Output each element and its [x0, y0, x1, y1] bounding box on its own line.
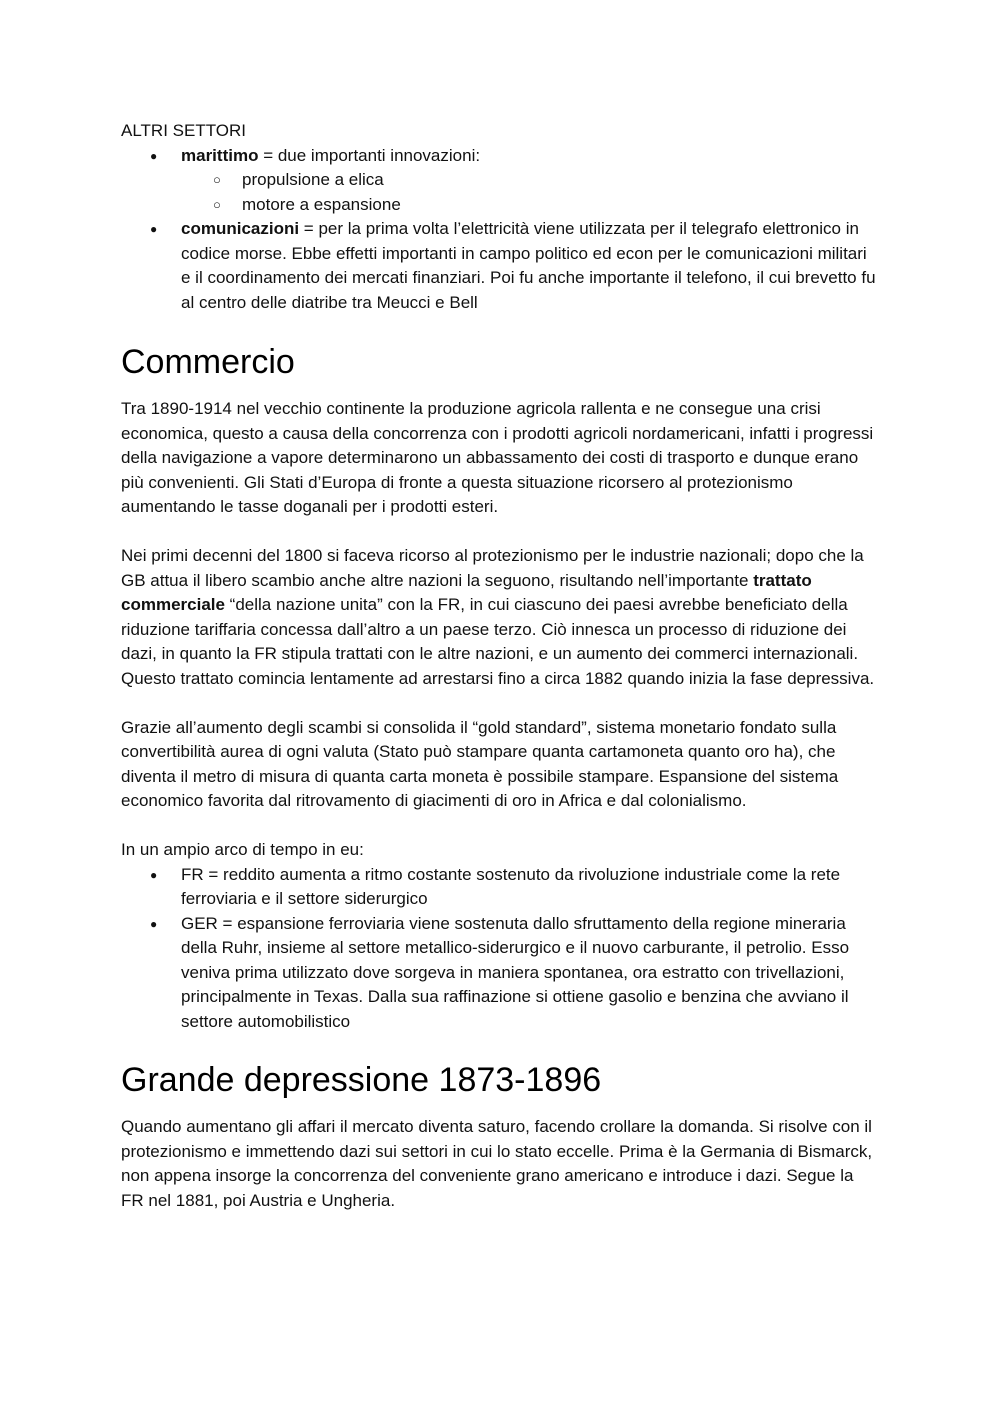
grande-depressione-paragraph-1: Quando aumentano gli affari il mercato diventa saturo, facendo crollare la domanda. Si risolve con il protezionismo e immettendo dazi sui settori in cui lo stato eccelle. Prima è la Germania di Bismarck, non appena insorge la concorrenza del conveniente grano americano e introduce i dazi. Segue la FR nel 1881, poi Austria e Ungheria.: [121, 1117, 873, 1210]
list-item-marittimo: [181, 144, 879, 218]
list-item-comunicazioni: [181, 217, 879, 315]
term-marittimo: marittimo: [181, 145, 259, 165]
p2-before: Nei primi decenni del 1800 si faceva ricorso al protezionismo per le industrie nazionali; dopo che la GB attua il libero scambio anche altre nazioni la seguono, risultando nell’importante: [121, 546, 864, 590]
document-page: [121, 119, 879, 1213]
marittimo-sublist: [181, 168, 879, 217]
commercio-paragraph-1: Tra 1890-1914 nel vecchio continente la produzione agricola rallenta e ne consegue una crisi economica, questo a causa della concorrenza con i prodotti agricoli nordamericani, infatti i progressi della navigazione a vapore determinarono un abbassamento dei costi di trasporto e dunque erano più convenienti. Gli Stati d’Europa di fronte a questa situazione ricorsero al protezionismo aumentando le tasse doganali per i prodotti esteri.: [121, 399, 874, 516]
p2-after: “della nazione unita” con la FR, in cui ciascuno dei paesi avrebbe beneficiato della riduzione tariffaria concessa dall’altro a un paese terzo. Ciò innesca un processo di riduzione dei dazi, in quanto la FR stipula trattati con le altre nazioni, e un aumento dei commerci internazionali. Questo trattato comincia lentamente ad arrestarsi fino a circa 1882 quando inizia la fase depressiva.: [121, 595, 875, 688]
altri-settori-list: [121, 144, 879, 316]
heading-commercio: Commercio: [121, 343, 295, 381]
commercio-paragraph-2: [121, 544, 879, 691]
comunicazioni-text: = per la prima volta l’elettricità viene utilizzata per il telegrafo elettronico in codice morse. Ebbe effetti importanti in campo politico ed econ per le comunicazioni militari e il coordinamento dei mercati finanziari. Poi fu anche importante il telefono, il cui brevetto fu al centro delle diatribe tra Meucci e Bell: [181, 219, 876, 312]
commercio-paragraph-4: In un ampio arco di tempo in eu:: [121, 840, 364, 859]
commercio-list: [121, 863, 879, 1035]
heading-grande-depressione: Grande depressione 1873-1896: [121, 1061, 602, 1099]
p2-bold-trattato: trattato commerciale: [121, 570, 812, 614]
altri-settori-label: ALTRI SETTORI: [121, 121, 247, 140]
commercio-paragraph-3: Grazie all’aumento degli scambi si consolida il “gold standard”, sistema monetario fondato sulla convertibilità aurea di ogni valuta (Stato può stampare quanta cartamoneta quanto oro ha), che diventa il metro di misura di quanta carta moneta è possibile stampare. Espansione del sistema economico favorita dal ritrovamento di giacimenti di oro in Africa e dal colonialismo.: [121, 717, 839, 810]
list-item-fr: ● FR = reddito aumenta a ritmo costante sostenuto da rivoluzione industriale come la rete ferroviaria e il settore siderurgico: [181, 863, 879, 912]
list-item-ger: ● GER = espansione ferroviaria viene sostenuta dallo sfruttamento della regione mineraria della Ruhr, insieme al settore metallico-siderurgico e il nuovo carburante, il petrolio. Esso veniva prima utilizzato dove sorgeva in maniera spontanea, ora estratto con trivellazioni, principalmente in Texas. Dalla sua raffinazione si ottiene gasolio e benzina che avviano il settore automobilistico: [181, 912, 879, 1035]
marittimo-text: = due importanti innovazioni:: [258, 145, 481, 165]
sub-item-elica: ○ propulsione a elica: [242, 168, 879, 193]
sub-item-motore: ○ motore a espansione: [242, 193, 879, 218]
term-comunicazioni: comunicazioni: [181, 219, 300, 238]
